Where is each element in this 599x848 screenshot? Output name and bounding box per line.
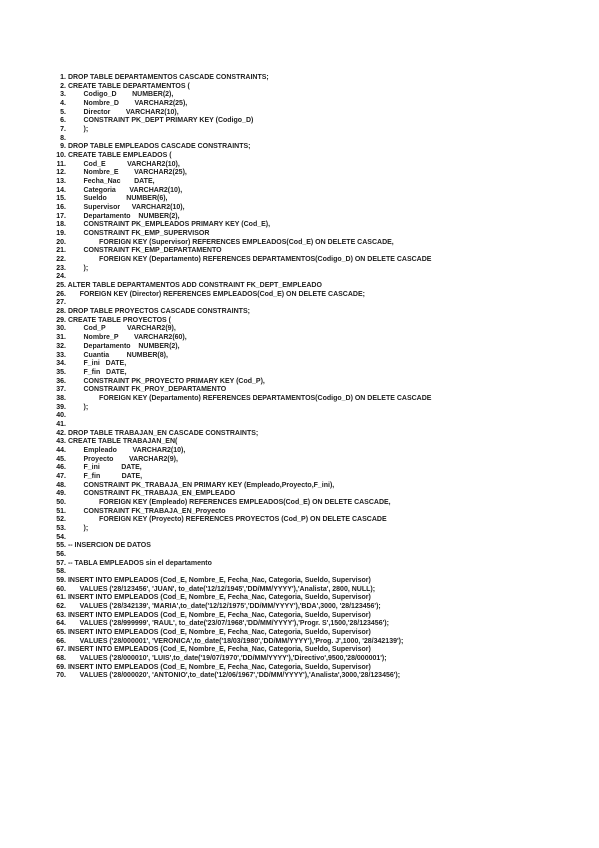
line-number: 22. <box>56 256 66 264</box>
code-line <box>52 655 431 664</box>
line-text: ); <box>66 524 89 532</box>
line-text: ); <box>66 126 89 134</box>
line-number: 48. <box>56 481 66 489</box>
line-text: CONSTRAINT PK_PROYECTO PRIMARY KEY (Cod_P), <box>66 377 265 385</box>
line-text: VALUES ('28/342139', 'MARIA',to_date('12/12/1975','DD/MM/YYYY'),'BDA',3000, '28/123456'); <box>66 602 381 610</box>
line-text: ); <box>66 403 89 411</box>
line-number: 30. <box>56 325 66 333</box>
code-line <box>52 412 431 421</box>
line-number: 2. <box>60 82 66 90</box>
line-number: 66. <box>56 637 66 645</box>
line-number: 69. <box>56 663 66 671</box>
line-number: 29. <box>56 316 66 324</box>
line-text: Cuantia NUMBER(8), <box>66 351 168 359</box>
line-text: F_fin DATE, <box>66 472 143 480</box>
line-text: FOREIGN KEY (Supervisor) REFERENCES EMPLEADOS(Cod_E) ON DELETE CASCADE, <box>66 238 394 246</box>
line-number: 12. <box>56 169 66 177</box>
line-number: 42. <box>56 429 66 437</box>
code-line <box>52 672 431 681</box>
code-line <box>52 282 431 291</box>
line-text: DROP TABLE DEPARTAMENTOS CASCADE CONSTRAINTS; <box>66 74 269 81</box>
code-line <box>52 568 431 577</box>
line-text: CONSTRAINT FK_TRABAJA_EN_EMPLEADO <box>66 490 236 498</box>
code-line <box>52 594 431 603</box>
line-text: CONSTRAINT PK_EMPLEADOS PRIMARY KEY (Cod_E), <box>66 221 271 229</box>
code-line <box>52 352 431 361</box>
line-number: 37. <box>56 386 66 394</box>
line-text: Proyecto VARCHAR2(9), <box>66 455 178 463</box>
line-text <box>66 551 68 558</box>
code-line <box>52 490 431 499</box>
line-number: 39. <box>56 403 66 411</box>
line-text: ); <box>66 264 89 272</box>
code-line <box>52 603 431 612</box>
code-line <box>52 143 431 152</box>
code-line <box>52 109 431 118</box>
line-text: CONSTRAINT FK_EMP_DEPARTAMENTO <box>66 247 222 255</box>
code-line <box>52 178 431 187</box>
line-number: 54. <box>56 533 66 541</box>
line-text <box>66 135 68 142</box>
line-text: CREATE TABLE DEPARTAMENTOS ( <box>66 82 190 90</box>
code-line <box>52 386 431 395</box>
line-text: CONSTRAINT PK_DEPT PRIMARY KEY (Codigo_D) <box>66 117 254 125</box>
line-number: 20. <box>56 238 66 246</box>
line-number: 33. <box>56 351 66 359</box>
line-text: VALUES ('28/999999', 'RAUL', to_date('23/07/1968','DD/MM/YYYY'),'Progr. S',1500,'28/123456'); <box>66 620 389 628</box>
line-number: 64. <box>56 620 66 628</box>
code-line <box>52 482 431 491</box>
line-number: 58. <box>56 568 66 576</box>
code-line <box>52 421 431 430</box>
line-text: VALUES ('28/000020', 'ANTONIO',to_date('12/06/1967','DD/MM/YYYY'),'Analista',3000,'28/123456'); <box>66 672 401 680</box>
code-line <box>52 577 431 586</box>
code-line <box>52 404 431 413</box>
line-number: 62. <box>56 602 66 610</box>
line-number: 24. <box>56 273 66 281</box>
line-text: Empleado VARCHAR2(10), <box>66 446 186 454</box>
code-line <box>52 456 431 465</box>
line-number: 9. <box>60 143 66 151</box>
line-number: 50. <box>56 498 66 506</box>
line-number: 13. <box>56 178 66 186</box>
code-line <box>52 83 431 92</box>
code-line <box>52 629 431 638</box>
line-number: 45. <box>56 455 66 463</box>
line-number: 34. <box>56 360 66 368</box>
code-line <box>52 291 431 300</box>
line-number: 46. <box>56 464 66 472</box>
code-line <box>52 369 431 378</box>
line-text: Cod_P VARCHAR2(9), <box>66 325 176 333</box>
code-line <box>52 204 431 213</box>
line-number: 1. <box>60 74 66 81</box>
line-text: F_fin DATE, <box>66 368 127 376</box>
line-text: CREATE TABLE TRABAJAN_EN( <box>66 438 178 446</box>
line-text: CREATE TABLE EMPLEADOS ( <box>66 152 172 160</box>
code-line <box>52 395 431 404</box>
code-line <box>52 126 431 135</box>
code-line <box>52 560 431 569</box>
line-number: 17. <box>56 212 66 220</box>
code-line <box>52 195 431 204</box>
line-text <box>66 421 68 428</box>
line-text: FOREIGN KEY (Departamento) REFERENCES DEPARTAMENTOS(Codigo_D) ON DELETE CASCADE <box>66 394 432 402</box>
line-text: CREATE TABLE PROYECTOS ( <box>66 316 172 324</box>
line-text <box>66 412 68 419</box>
line-number: 5. <box>60 108 66 116</box>
code-line <box>52 239 431 248</box>
line-number: 15. <box>56 195 66 203</box>
line-number: 60. <box>56 585 66 593</box>
line-number: 52. <box>56 516 66 524</box>
code-line <box>52 430 431 439</box>
code-line <box>52 169 431 178</box>
code-line <box>52 646 431 655</box>
line-text: CONSTRAINT FK_EMP_SUPERVISOR <box>66 230 210 238</box>
line-text: FOREIGN KEY (Director) REFERENCES EMPLEADOS(Cod_E) ON DELETE CASCADE; <box>66 290 365 298</box>
line-text: Cod_E VARCHAR2(10), <box>66 160 180 168</box>
line-number: 28. <box>56 308 66 316</box>
code-line <box>52 265 431 274</box>
code-line <box>52 230 431 239</box>
line-number: 27. <box>56 299 66 307</box>
line-text: VALUES ('28/000001', 'VERONICA',to_date('18/03/1980','DD/MM/YYYY'),'Prog. J',1000, '28/342139'); <box>66 637 404 645</box>
code-line <box>52 135 431 144</box>
code-line <box>52 516 431 525</box>
code-line <box>52 447 431 456</box>
line-number: 38. <box>56 394 66 402</box>
line-number: 25. <box>56 282 66 290</box>
code-line <box>52 612 431 621</box>
line-text: F_ini DATE, <box>66 360 127 368</box>
line-text: Sueldo NUMBER(6), <box>66 195 168 203</box>
line-number: 41. <box>56 420 66 428</box>
line-text: Departamento NUMBER(2), <box>66 342 180 350</box>
line-text <box>66 299 68 306</box>
code-line <box>52 378 431 387</box>
line-number: 4. <box>60 100 66 108</box>
line-text: FOREIGN KEY (Empleado) REFERENCES EMPLEADOS(Cod_E) ON DELETE CASCADE, <box>66 498 391 506</box>
code-line <box>52 464 431 473</box>
line-text <box>66 273 68 280</box>
code-line <box>52 325 431 334</box>
line-number: 49. <box>56 490 66 498</box>
line-text: Supervisor VARCHAR2(10), <box>66 204 185 212</box>
line-text: INSERT INTO EMPLEADOS (Cod_E, Nombre_E, Fecha_Nac, Categoria, Sueldo, Supervisor) <box>66 611 371 619</box>
line-number: 8. <box>60 134 66 142</box>
line-text <box>66 568 68 575</box>
sql-code-listing <box>52 74 431 681</box>
line-text: FOREIGN KEY (Proyecto) REFERENCES PROYECTOS (Cod_P) ON DELETE CASCADE <box>66 516 387 524</box>
line-number: 61. <box>56 594 66 602</box>
line-text: DROP TABLE EMPLEADOS CASCADE CONSTRAINTS; <box>66 143 251 151</box>
code-line <box>52 638 431 647</box>
code-line <box>52 247 431 256</box>
line-number: 10. <box>56 152 66 160</box>
line-number: 16. <box>56 204 66 212</box>
line-text: -- TABLA EMPLEADOS sin el departamento <box>66 559 212 567</box>
line-text: INSERT INTO EMPLEADOS (Cod_E, Nombre_E, Fecha_Nac, Categoria, Sueldo, Supervisor) <box>66 646 371 654</box>
code-line <box>52 221 431 230</box>
line-text: F_ini DATE, <box>66 464 142 472</box>
code-line <box>52 256 431 265</box>
code-line <box>52 360 431 369</box>
line-text: DROP TABLE PROYECTOS CASCADE CONSTRAINTS; <box>66 308 250 316</box>
code-line <box>52 213 431 222</box>
line-text: Nombre_E VARCHAR2(25), <box>66 169 187 177</box>
line-number: 53. <box>56 524 66 532</box>
line-text: Departamento NUMBER(2), <box>66 212 180 220</box>
line-number: 43. <box>56 438 66 446</box>
line-text: -- INSERCION DE DATOS <box>66 542 151 550</box>
line-number: 56. <box>56 550 66 558</box>
line-number: 18. <box>56 221 66 229</box>
line-text: INSERT INTO EMPLEADOS (Cod_E, Nombre_E, Fecha_Nac, Categoria, Sueldo, Supervisor) <box>66 629 371 636</box>
code-line <box>52 664 431 673</box>
line-number: 26. <box>56 290 66 298</box>
line-number: 14. <box>56 186 66 194</box>
line-number: 57. <box>56 559 66 567</box>
code-line <box>52 620 431 629</box>
line-number: 3. <box>60 91 66 99</box>
code-line <box>52 473 431 482</box>
code-line <box>52 542 431 551</box>
line-number: 7. <box>60 126 66 134</box>
line-number: 55. <box>56 542 66 550</box>
line-number: 6. <box>60 117 66 125</box>
code-line <box>52 317 431 326</box>
line-text: CONSTRAINT FK_PROY_DEPARTAMENTO <box>66 386 227 394</box>
code-line <box>52 74 431 83</box>
line-number: 31. <box>56 334 66 342</box>
code-line <box>52 100 431 109</box>
code-line <box>52 117 431 126</box>
line-text: VALUES ('28/123456', 'JUAN', to_date('12/12/1945','DD/MM/YYYY'),'Analista', 2800, NULL); <box>66 585 376 593</box>
line-number: 19. <box>56 230 66 238</box>
line-number: 59. <box>56 576 66 584</box>
line-number: 23. <box>56 264 66 272</box>
line-text: DROP TABLE TRABAJAN_EN CASCADE CONSTRAINTS; <box>66 429 259 437</box>
code-line <box>52 525 431 534</box>
code-line <box>52 161 431 170</box>
code-line <box>52 299 431 308</box>
line-number: 68. <box>56 655 66 663</box>
line-number: 40. <box>56 412 66 420</box>
line-number: 63. <box>56 611 66 619</box>
line-text: VALUES ('28/000010', 'LUIS',to_date('19/07/1970','DD/MM/YYYY'),'Directivo',9500,'28/000001'); <box>66 655 387 663</box>
line-number: 32. <box>56 342 66 350</box>
line-text: Director VARCHAR2(10), <box>66 108 179 116</box>
code-line <box>52 499 431 508</box>
line-text: CONSTRAINT FK_TRABAJA_EN_Proyecto <box>66 507 226 515</box>
line-number: 11. <box>56 160 66 168</box>
code-line <box>52 308 431 317</box>
line-text: FOREIGN KEY (Departamento) REFERENCES DEPARTAMENTOS(Codigo_D) ON DELETE CASCADE <box>66 256 432 264</box>
line-number: 36. <box>56 377 66 385</box>
line-text: Codigo_D NUMBER(2), <box>66 91 174 99</box>
code-line <box>52 91 431 100</box>
code-line <box>52 508 431 517</box>
line-number: 70. <box>56 672 66 680</box>
line-number: 47. <box>56 472 66 480</box>
code-line <box>52 273 431 282</box>
code-line <box>52 438 431 447</box>
line-text: CONSTRAINT PK_TRABAJA_EN PRIMARY KEY (Empleado,Proyecto,F_ini), <box>66 481 335 489</box>
line-number: 44. <box>56 446 66 454</box>
code-line <box>52 534 431 543</box>
code-line <box>52 551 431 560</box>
line-number: 67. <box>56 646 66 654</box>
line-text: ALTER TABLE DEPARTAMENTOS ADD CONSTRAINT FK_DEPT_EMPLEADO <box>66 282 322 290</box>
line-text: INSERT INTO EMPLEADOS (Cod_E, Nombre_E, Fecha_Nac, Categoria, Sueldo, Supervisor) <box>66 663 371 671</box>
line-text: Nombre_P VARCHAR2(60), <box>66 334 187 342</box>
line-text <box>66 534 68 541</box>
line-text: INSERT INTO EMPLEADOS (Cod_E, Nombre_E, Fecha_Nac, Categoria, Sueldo, Supervisor) <box>66 576 371 584</box>
code-line <box>52 334 431 343</box>
line-text: Categoria VARCHAR2(10), <box>66 186 183 194</box>
line-text: Nombre_D VARCHAR2(25), <box>66 100 188 108</box>
line-number: 65. <box>56 629 66 636</box>
code-line <box>52 187 431 196</box>
line-number: 51. <box>56 507 66 515</box>
code-line <box>52 586 431 595</box>
line-text: Fecha_Nac DATE, <box>66 178 155 186</box>
line-text: INSERT INTO EMPLEADOS (Cod_E, Nombre_E, Fecha_Nac, Categoria, Sueldo, Supervisor) <box>66 594 371 602</box>
line-number: 35. <box>56 368 66 376</box>
line-number: 21. <box>56 247 66 255</box>
code-line <box>52 152 431 161</box>
code-line <box>52 343 431 352</box>
